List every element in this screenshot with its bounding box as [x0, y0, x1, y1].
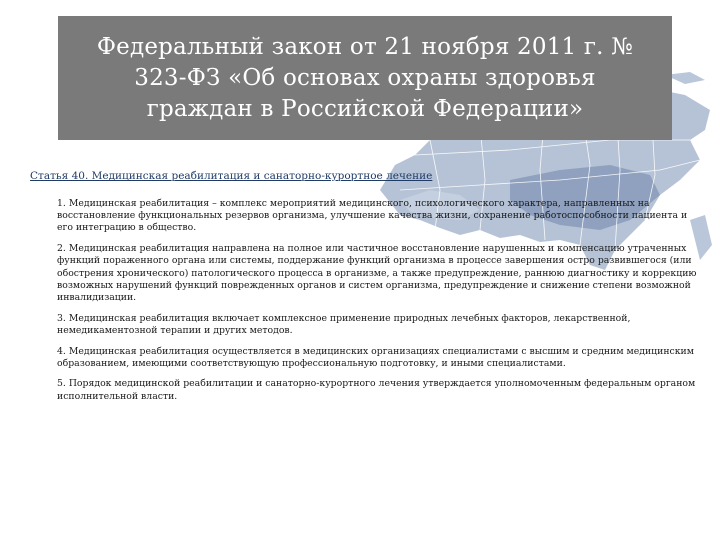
article-paragraph-5: 5. Порядок медицинской реабилитации и санаторно-курортного лечения утверждается уполномоченным федеральным органом исполнительной власти. — [57, 378, 696, 402]
article-paragraph-4: 4. Медицинская реабилитация осуществляется в медицинских организациях специалистами с высшим и средним медицинским образованием, имеющими соответствующую профессиональную подготовку, и иными специалистами. — [57, 345, 694, 369]
article-heading-link[interactable]: Статья 40. Медицинская реабилитация и санаторно-курортное лечение — [30, 170, 433, 182]
article-paragraph-3: 3. Медицинская реабилитация включает комплексное применение природных лечебных факторов, лекарственной, немедикаментозной терапии и других методов. — [57, 312, 631, 336]
article-paragraph-1: 1. Медицинская реабилитация – комплекс мероприятий медицинского, психологического характера, направленных на восстановление функциональных резервов организма, улучшение качества жизни, сохранение работоспособности пациента и его интеграцию в общество. — [57, 198, 688, 234]
title-banner — [58, 16, 672, 140]
page-title: Федеральный закон от 21 ноября 2011 г. № 323-ФЗ «Об основах охраны здоровья граждан в Российской Федерации» — [96, 33, 634, 122]
article-body — [57, 198, 702, 411]
article-paragraph-2: 2. Медицинская реабилитация направлена на полное или частичное восстановление нарушенных и компенсацию утраченных функций пораженного органа или системы, поддержание функций организма в процессе завершения остро развившегося (или обострения хронического) патологического процесса в организме, а также предупреждение, раннюю диагностику и коррекцию возможных нарушений функций поврежденных органов и систем организма, предупреждение и снижение степени возможной инвалидизации. — [57, 243, 697, 303]
